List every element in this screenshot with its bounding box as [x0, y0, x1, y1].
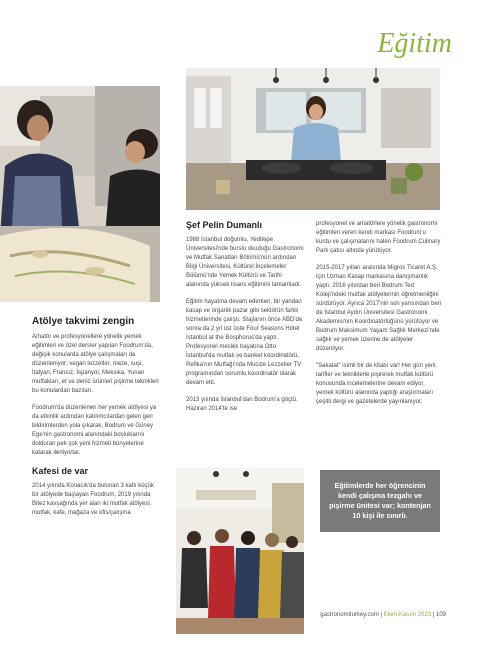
photo-chef-kitchen — [186, 68, 440, 210]
middle-paragraph-1: 1988 İstanbul doğumlu, Yeditepe Üniversitesi'nde burslu okuduğu Gastronomi ve Mutfak Sanatları Bölümü'nün ardından Bilgi Üniversitesi, Kültürel İncelemeler Bölümü'nde Yemek Kültürü ve Tarihi alanında yüksek lisans eğitimini tamamladı. — [186, 237, 304, 288]
photo-students-group — [176, 468, 304, 634]
left-paragraph-3: 2014 yılında Konacık'da bulunan 3 katlı küçük bir atölyede başlayan Foodrum, 2019 yılında Bitez kavşağında yer alan iki mutfak atölyesi, mutfak, kafe, mağaza ve ofis/çalışma — [32, 483, 154, 516]
callout-text: Eğitimlerde her öğrencinin kendi çalışma tezgahı ve pişirme ünitesi var; kontenjan 10 kişi ile sınırlı. — [329, 481, 431, 520]
page-footer — [320, 612, 446, 618]
right-paragraph-1: profesyonel ve amatörlere yönelik gastronomi eğitimleri veren kendi markası Foodrum'u kurdu ve çalışmalarını halen Foodrum Culinary Park çatısı altında yürütüyor. — [316, 221, 441, 254]
footer-issue: Ekim-Kasım 2023 — [383, 612, 432, 618]
section-title: Eğitim — [377, 28, 452, 59]
footer-page-number: 109 — [435, 612, 446, 618]
left-paragraph-1: Amatör ve profesyonellere yönelik yemek eğitimleri ve özel dersler yapılan Foodrum'da, değişik konularda atölye çalışmaları da düzenleniyor; vegan lezzetler, meze, suşi, İtalyan, Fransız, İspanyol, Meksika, Yunan mutfakları, et ve deniz ürünleri pişirme teknikleri bu konulardan bazıları. — [32, 334, 159, 394]
middle-paragraph-2: Eğitim hayatına devam ederken, bir yandan kasap ve organik pazar gibi sektörün farklı hizmetlerinde çalıştı. Stajlarını önce ABD'de sonra da 2 yıl üst üste Four Seasons Hotel İstanbul at the Bosphorus'da yaptı. Profesyonel meslek hayatına Otto İstanbul'da mutfak ve banket koordinatörü, Refika'nın Mutfağı'nda Mucize Lezzetler TV programından sorumlu koordinatör olarak devam etti. — [186, 299, 303, 386]
right-column — [316, 220, 442, 415]
left-paragraph-2: Foodrum'da düzenlenen her yemek atölyesi ya da etkinlik ardından katılımcılardan gelen geri bildirimlerden yola çıkarak, Bodrum ve Güney Ege'nin gastronomi alanındaki boşluklarını dolduran pek çok yeni hizmeti bünyelerine katarak ilerliyorlar. — [32, 405, 157, 456]
callout-box — [320, 470, 440, 532]
middle-paragraph-3: 2013 yılında İstanbul'dan Bodrum'a göçtü. Haziran 2014'te ise — [186, 397, 298, 412]
left-column — [32, 316, 162, 526]
photo-dough-workshop — [0, 86, 160, 302]
footer-site: gastronomiturkey.com — [320, 612, 379, 618]
middle-column — [186, 220, 306, 422]
heading-kafesi-de-var: Kafesi de var — [32, 466, 89, 476]
heading-atolye-takvimi: Atölye takvimi zengin — [32, 316, 135, 327]
footer-separator: | — [380, 612, 384, 618]
footer-separator: | — [432, 612, 436, 618]
right-paragraph-2: 2015-2017 yılları arasında Migros Ticaret A.Ş. için Uzman Kasap markasına danışmanlık yaptı. 2016 yılından beri Bodrum Ted Koleji'ndeki mutfak atölyelerinin öğretmenliğini sürdürüyor. Ayrıca 2017'nin son yarısından beri de İstanbul Aydın Üniversitesi Gastronomi Akademisi'nin Koordinatörlüğünü yürütüyor ve Bodrum Maksimum Yaşam Sağlık Merkezi'nde sağlık ve yemek üzerine de atölyeler düzenliyor. — [316, 265, 442, 352]
right-paragraph-3: "Sakatat" isimli bir de kitabı var! Her gün yeni tarifler ve tekniklerle pişirerek mutfak kültürü konusunda incelemelerine devam ediyor, yemek kültürü alanında yaptığı araştırmaları çeşitli dergi ve gazetelerde yayınlanıyor. — [316, 363, 436, 405]
heading-chef-name: Şef Pelin Dumanlı — [186, 220, 263, 230]
